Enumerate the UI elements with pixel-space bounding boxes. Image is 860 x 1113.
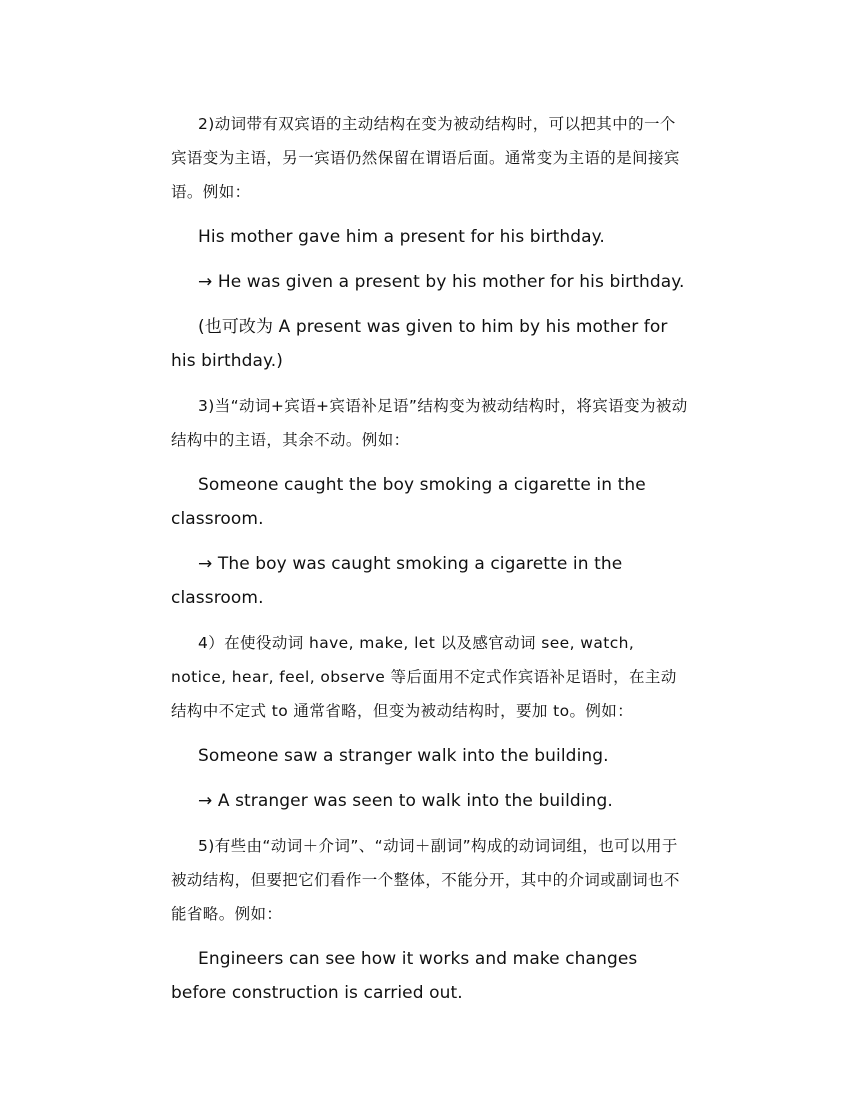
- example-active-sentence-2: Someone caught the boy smoking a cigarette in the classroom.: [171, 475, 646, 529]
- example-active-sentence-1: His mother gave him a present for his birthday.: [198, 227, 605, 247]
- example-active-sentence-3: Someone saw a stranger walk into the building.: [198, 746, 609, 766]
- example-active-sentence-4: Engineers can see how it works and make changes before construction is carried out.: [171, 949, 638, 1003]
- document-page: [171, 107, 691, 1021]
- example-passive-sentence-3: → A stranger was seen to walk into the building.: [198, 791, 613, 811]
- example-alternative-note: (也可改为 A present was given to him by his mother for his birthday.): [171, 317, 668, 371]
- example-passive-sentence-1: → He was given a present by his mother for his birthday.: [198, 272, 685, 292]
- paragraph-object-complement-rule: 3)当“动词+宾语+宾语补足语”结构变为被动结构时，将宾语变为被动结构中的主语，其余不动。例如：: [171, 397, 688, 449]
- paragraph-phrasal-verbs-rule: 5)有些由“动词＋介词”、“动词＋副词”构成的动词词组，也可以用于被动结构，但要把它们看作一个整体，不能分开，其中的介词或副词也不能省略。例如：: [171, 837, 680, 923]
- example-passive-sentence-2: → The boy was caught smoking a cigarette in the classroom.: [171, 554, 623, 608]
- paragraph-causative-verbs-rule: 4）在使役动词 have, make, let 以及感官动词 see, watch, notice, hear, feel, observe 等后面用不定式作宾语补足语时，在主动结构中不定式 to 通常省略，但变为被动结构时，要加 to。例如：: [171, 634, 677, 720]
- paragraph-double-object-rule: 2)动词带有双宾语的主动结构在变为被动结构时，可以把其中的一个宾语变为主语，另一宾语仍然保留在谓语后面。通常变为主语的是间接宾语。例如：: [171, 115, 680, 201]
